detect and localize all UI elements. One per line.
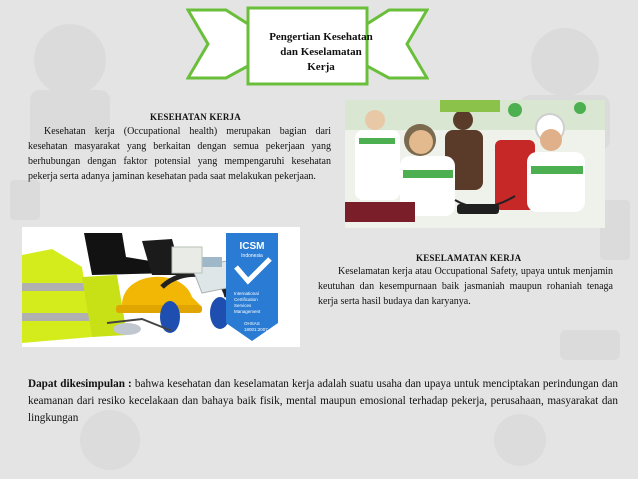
keselamatan-body bbox=[318, 264, 613, 309]
certificate-line2: Certification bbox=[234, 297, 258, 302]
kesehatan-title: KESEHATAN KERJA bbox=[150, 112, 241, 122]
safety-equipment-photo bbox=[22, 227, 300, 347]
page-title bbox=[251, 30, 391, 75]
keselamatan-title: KESELAMATAN KERJA bbox=[416, 253, 522, 263]
certificate-line4: Management bbox=[234, 309, 261, 314]
certificate-sub: Indonesia bbox=[241, 253, 263, 259]
conclusion-text: bahwa kesehatan dan keselamatan kerja adalah suatu usaha dan upaya untuk menciptakan perindungan dan keamanan dari resiko kecelakaan dan bahaya baik fisik, mental maupun emosional terhadap pekerja, perusahaan, masyarakat dan lingkungan bbox=[28, 378, 619, 424]
certificate-brand: ICSM bbox=[239, 241, 265, 252]
conclusion-lead: Dapat dikesimpulan : bbox=[28, 378, 132, 390]
page-title-line2: dan Keselamatan bbox=[280, 46, 362, 58]
certificate-code2: 18001:2007 bbox=[244, 327, 268, 332]
conclusion-paragraph bbox=[28, 376, 618, 427]
certificate-line1: International bbox=[234, 291, 259, 296]
kesehatan-body bbox=[28, 124, 331, 184]
certificate-line3: Services bbox=[234, 303, 252, 308]
keselamatan-text: Keselamatan kerja atau Occupational Safety, upaya untuk menjamin keutuhan dan kesempurnaan baik jasmaniah maupun rohaniah tenaga kerja serta hasil budaya dan karyanya. bbox=[318, 266, 613, 307]
safety-photo-illustration bbox=[22, 227, 300, 347]
certificate-code1: OHSAS bbox=[244, 321, 260, 326]
health-photo-illustration bbox=[345, 100, 605, 228]
page-title-line1: Pengertian Kesehatan bbox=[269, 31, 373, 43]
health-checkup-photo bbox=[345, 100, 605, 228]
kesehatan-text: Kesehatan kerja (Occupational health) merupakan bagian dari kesehatan masyarakat yang berkaitan dengan semua pekerjaan yang berhubungan dengan faktor potensial yang mempengaruhi kesehatan pekerja serta adanya jaminan kesehatan pada saat melakukan pekerjaan. bbox=[28, 126, 331, 182]
page-title-line3: Kerja bbox=[307, 61, 335, 73]
